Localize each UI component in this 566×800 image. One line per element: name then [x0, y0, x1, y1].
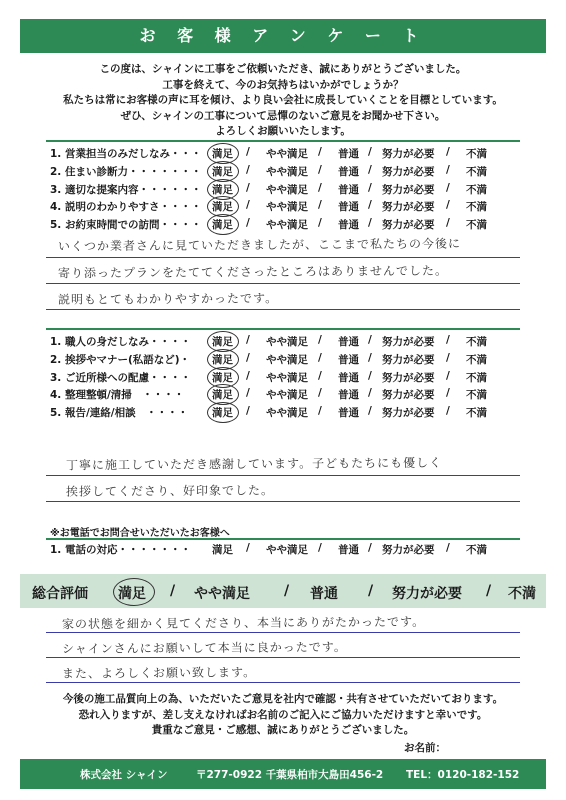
option-separator: / — [368, 181, 372, 194]
overall-rating-bar — [20, 574, 546, 608]
rating-option[interactable]: 普通 — [338, 544, 359, 556]
option-separator: / — [318, 181, 322, 194]
rating-option[interactable]: 不満 — [466, 336, 487, 348]
option-separator: / — [368, 351, 372, 364]
intro-line: 工事を終えて、今のお気持ちはいかがでしょうか？ — [162, 78, 404, 91]
question-label: 1. 営業担当のみだしなみ・・・ — [50, 148, 202, 160]
overall-comment: 家の状態を細かく見てくださり、本当にありがたかったです。 — [61, 614, 426, 632]
question-row — [50, 217, 520, 234]
rating-option[interactable]: 努力が必要 — [382, 371, 435, 384]
option-separator: / — [368, 163, 372, 176]
rating-option[interactable]: 普通 — [338, 183, 359, 196]
name-label: お名前： — [404, 742, 446, 754]
question-row — [50, 352, 520, 369]
footer-bar — [20, 759, 546, 789]
option-separator: / — [368, 387, 372, 400]
option-separator: / — [446, 334, 450, 346]
rating-option[interactable]: 満足 — [212, 148, 233, 160]
survey-title: お 客 様 ア ン ケ ー ト — [20, 19, 546, 53]
rating-option[interactable]: 普通 — [338, 353, 359, 366]
section1-comment: 説明もとてもわかりやすかったです。 — [57, 291, 279, 307]
selected-answer-circle — [207, 214, 239, 235]
option-separator: / — [246, 181, 250, 194]
option-separator: / — [446, 351, 450, 364]
option-separator: / — [318, 405, 322, 418]
option-separator: / — [318, 542, 322, 554]
comment-rule — [46, 257, 520, 258]
question-label: 4. 説明のわかりやすさ・・・・ — [50, 201, 202, 214]
rating-option[interactable]: 普通 — [338, 165, 359, 178]
rating-option[interactable]: 満足 — [212, 219, 233, 232]
option-separator: / — [446, 369, 450, 382]
option-separator: / — [318, 351, 322, 364]
comment-rule — [46, 501, 520, 502]
rating-option[interactable]: やや満足 — [266, 201, 308, 214]
section1-comment: いくつか業者さんに見ていただきましたが、ここまで私たちの今後に — [57, 236, 462, 254]
rating-option[interactable]: 普通 — [338, 407, 359, 420]
section2-top-rule — [46, 328, 520, 330]
option-separator: / — [446, 542, 450, 554]
option-separator: / — [446, 181, 450, 194]
outro-line: 今後の施工品質向上の為、いただいたご意見を社内で確認・共有させていただいております。 — [62, 693, 504, 705]
question-row — [50, 405, 520, 422]
question-row — [50, 334, 520, 351]
rating-option[interactable]: 満足 — [212, 183, 233, 196]
rating-option[interactable]: 不満 — [466, 544, 487, 556]
rating-option[interactable]: 不満 — [466, 389, 487, 402]
option-separator: / — [246, 146, 250, 158]
section1-top-rule — [46, 140, 520, 142]
option-separator: / — [318, 199, 322, 212]
rating-option[interactable]: やや満足 — [266, 407, 308, 420]
rating-option[interactable]: 普通 — [338, 219, 359, 232]
question-label: 2. 住まい診断力・・・・・・・ — [50, 165, 202, 178]
rating-option[interactable]: 不満 — [466, 183, 487, 196]
option-separator: / — [246, 199, 250, 212]
option-separator: / — [246, 217, 250, 230]
footer-tel: TEL：0120-182-152 — [406, 769, 520, 781]
phone-top-rule — [46, 538, 520, 540]
overall-slash: / — [368, 583, 374, 599]
option-separator: / — [318, 163, 322, 176]
option-separator: / — [246, 163, 250, 176]
rating-option[interactable]: やや満足 — [266, 389, 308, 402]
option-separator: / — [246, 369, 250, 382]
rating-option[interactable]: やや満足 — [266, 219, 308, 232]
rating-option[interactable]: 努力が必要 — [382, 407, 435, 420]
overall-option-dissatisfied[interactable]: 不満 — [508, 586, 536, 602]
rating-option[interactable]: 満足 — [212, 353, 233, 366]
rating-option[interactable]: 努力が必要 — [382, 389, 435, 402]
overall-slash: / — [170, 583, 176, 599]
outro-text — [20, 692, 546, 739]
rating-option[interactable]: やや満足 — [266, 148, 308, 160]
comment-rule — [46, 309, 520, 310]
option-separator: / — [368, 369, 372, 382]
intro-line: ぜひ、シャインの工事について忌憚のないご意見をお聞かせ下さい。 — [120, 109, 446, 122]
rating-option[interactable]: 努力が必要 — [382, 544, 435, 556]
overall-label: 総合評価 — [32, 586, 88, 602]
overall-slash: / — [284, 583, 290, 599]
overall-slash: / — [486, 583, 492, 599]
rating-option[interactable]: 不満 — [466, 353, 487, 366]
rating-option[interactable]: 不満 — [466, 148, 487, 160]
intro-text — [20, 62, 546, 140]
section2-comment: 挨拶してくださり、好印象でした。 — [65, 483, 275, 499]
overall-comment: また、よろしくお願い致します。 — [61, 665, 257, 681]
rating-option[interactable]: 普通 — [338, 148, 359, 160]
option-separator: / — [318, 387, 322, 400]
section2-comment: 丁寧に施工していただき感謝しています。子どもたちにも優しく — [65, 455, 443, 473]
option-separator: / — [246, 387, 250, 400]
overall-option-normal[interactable]: 普通 — [310, 586, 338, 602]
overall-comment: シャインさんにお願いして本当に良かったです。 — [61, 640, 347, 656]
rating-option[interactable]: 努力が必要 — [382, 148, 435, 160]
option-separator: / — [246, 351, 250, 364]
rating-option[interactable]: やや満足 — [266, 183, 308, 196]
option-separator: / — [318, 146, 322, 158]
footer-company: 株式会社 シャイン — [80, 769, 168, 781]
rating-option[interactable]: 努力が必要 — [382, 353, 435, 366]
question-row — [50, 542, 520, 559]
question-row — [50, 199, 520, 216]
intro-line: よろしくお願いいたします。 — [215, 125, 351, 137]
overall-selected-circle — [113, 578, 155, 606]
outro-line: 恐れ入りますが、差し支えなければお名前のご記入にご協力いただけますと幸いです。 — [78, 708, 488, 721]
selected-answer-circle — [207, 402, 239, 423]
question-row — [50, 146, 520, 163]
overall-option-somewhat-satisfied[interactable]: やや満足 — [194, 586, 250, 602]
rating-option[interactable]: 満足 — [212, 201, 233, 214]
option-separator: / — [368, 334, 372, 346]
rating-option[interactable]: 満足 — [212, 336, 233, 348]
rating-option[interactable]: やや満足 — [266, 353, 308, 366]
overall-option-satisfied[interactable]: 満足 — [118, 586, 146, 602]
rating-option[interactable]: 不満 — [466, 201, 487, 214]
rating-option[interactable]: 普通 — [338, 371, 359, 384]
question-row — [50, 370, 520, 387]
rating-option[interactable]: 不満 — [466, 165, 487, 178]
option-separator: / — [446, 405, 450, 418]
rating-option[interactable]: やや満足 — [266, 371, 308, 384]
option-separator: / — [446, 163, 450, 176]
intro-line: この度は、シャインに工事をご依頼いただき、誠にありがとうございました。 — [99, 63, 467, 75]
rating-option[interactable]: 普通 — [338, 201, 359, 214]
question-label: 5. お約束時間での訪問・・・・ — [50, 219, 202, 232]
rating-option[interactable]: 努力が必要 — [382, 201, 435, 214]
option-separator: / — [446, 199, 450, 212]
option-separator: / — [246, 334, 250, 346]
option-separator: / — [318, 334, 322, 346]
question-row — [50, 164, 520, 181]
question-label: 4. 整理整頓/清掃 ・・・・ — [50, 389, 185, 402]
option-separator: / — [368, 217, 372, 230]
comment-rule — [46, 283, 520, 284]
comment-rule — [46, 475, 520, 476]
comment-rule — [46, 657, 520, 658]
rating-option[interactable]: 不満 — [466, 219, 487, 232]
question-label: 1. 職人の身だしなみ・・・・ — [50, 336, 191, 348]
rating-option[interactable]: 努力が必要 — [382, 183, 435, 196]
option-separator: / — [368, 146, 372, 158]
question-label: 1. 電話の対応・・・・・・・ — [50, 544, 191, 556]
section1-comment: 寄り添ったプランをたててくださったところはありませんでした。 — [57, 263, 449, 281]
rating-option[interactable]: 満足 — [212, 165, 233, 178]
question-label: 3. 適切な提案内容・・・・・・ — [50, 183, 202, 196]
rating-option[interactable]: やや満足 — [266, 336, 308, 348]
rating-option[interactable]: 満足 — [212, 389, 233, 402]
question-row — [50, 387, 520, 404]
option-separator: / — [318, 369, 322, 382]
option-separator: / — [368, 199, 372, 212]
question-label: 3. ご近所様への配慮・・・・ — [50, 371, 191, 384]
option-separator: / — [368, 542, 372, 554]
outro-line: 貴重なご意見・ご感想、誠にありがとうございました。 — [151, 724, 415, 736]
option-separator: / — [368, 405, 372, 418]
option-separator: / — [446, 146, 450, 158]
option-separator: / — [446, 387, 450, 400]
rating-option[interactable]: 満足 — [212, 407, 233, 420]
rating-option[interactable]: 普通 — [338, 389, 359, 402]
comment-rule — [46, 632, 520, 633]
rating-option[interactable]: 不満 — [466, 407, 487, 420]
rating-option[interactable]: 努力が必要 — [382, 219, 435, 232]
rating-option[interactable]: 努力が必要 — [382, 336, 435, 348]
question-label: 2. 挨拶やマナー(私語など)・ — [50, 353, 191, 366]
rating-option[interactable]: 普通 — [338, 336, 359, 348]
phone-section-title: ※お電話でお問合せいただいたお客様へ — [50, 528, 230, 539]
overall-option-needs-effort[interactable]: 努力が必要 — [392, 586, 462, 602]
option-separator: / — [446, 217, 450, 230]
comment-rule — [46, 682, 520, 683]
question-row — [50, 182, 520, 199]
option-separator: / — [246, 405, 250, 418]
rating-option[interactable]: やや満足 — [266, 544, 308, 556]
option-separator: / — [246, 542, 250, 554]
rating-option[interactable]: 不満 — [466, 371, 487, 384]
intro-line: 私たちは常にお客様の声に耳を傾け、より良い会社に成長していくことを目標としています。 — [63, 94, 503, 106]
question-label: 5. 報告/連絡/相談 ・・・・ — [50, 407, 189, 420]
rating-option[interactable]: やや満足 — [266, 165, 308, 178]
rating-option[interactable]: 満足 — [212, 371, 233, 384]
option-separator: / — [318, 217, 322, 230]
rating-option[interactable]: 満足 — [212, 544, 233, 556]
footer-address: 〒277-0922 千葉県柏市大島田456-2 — [196, 769, 384, 781]
rating-option[interactable]: 努力が必要 — [382, 165, 435, 178]
